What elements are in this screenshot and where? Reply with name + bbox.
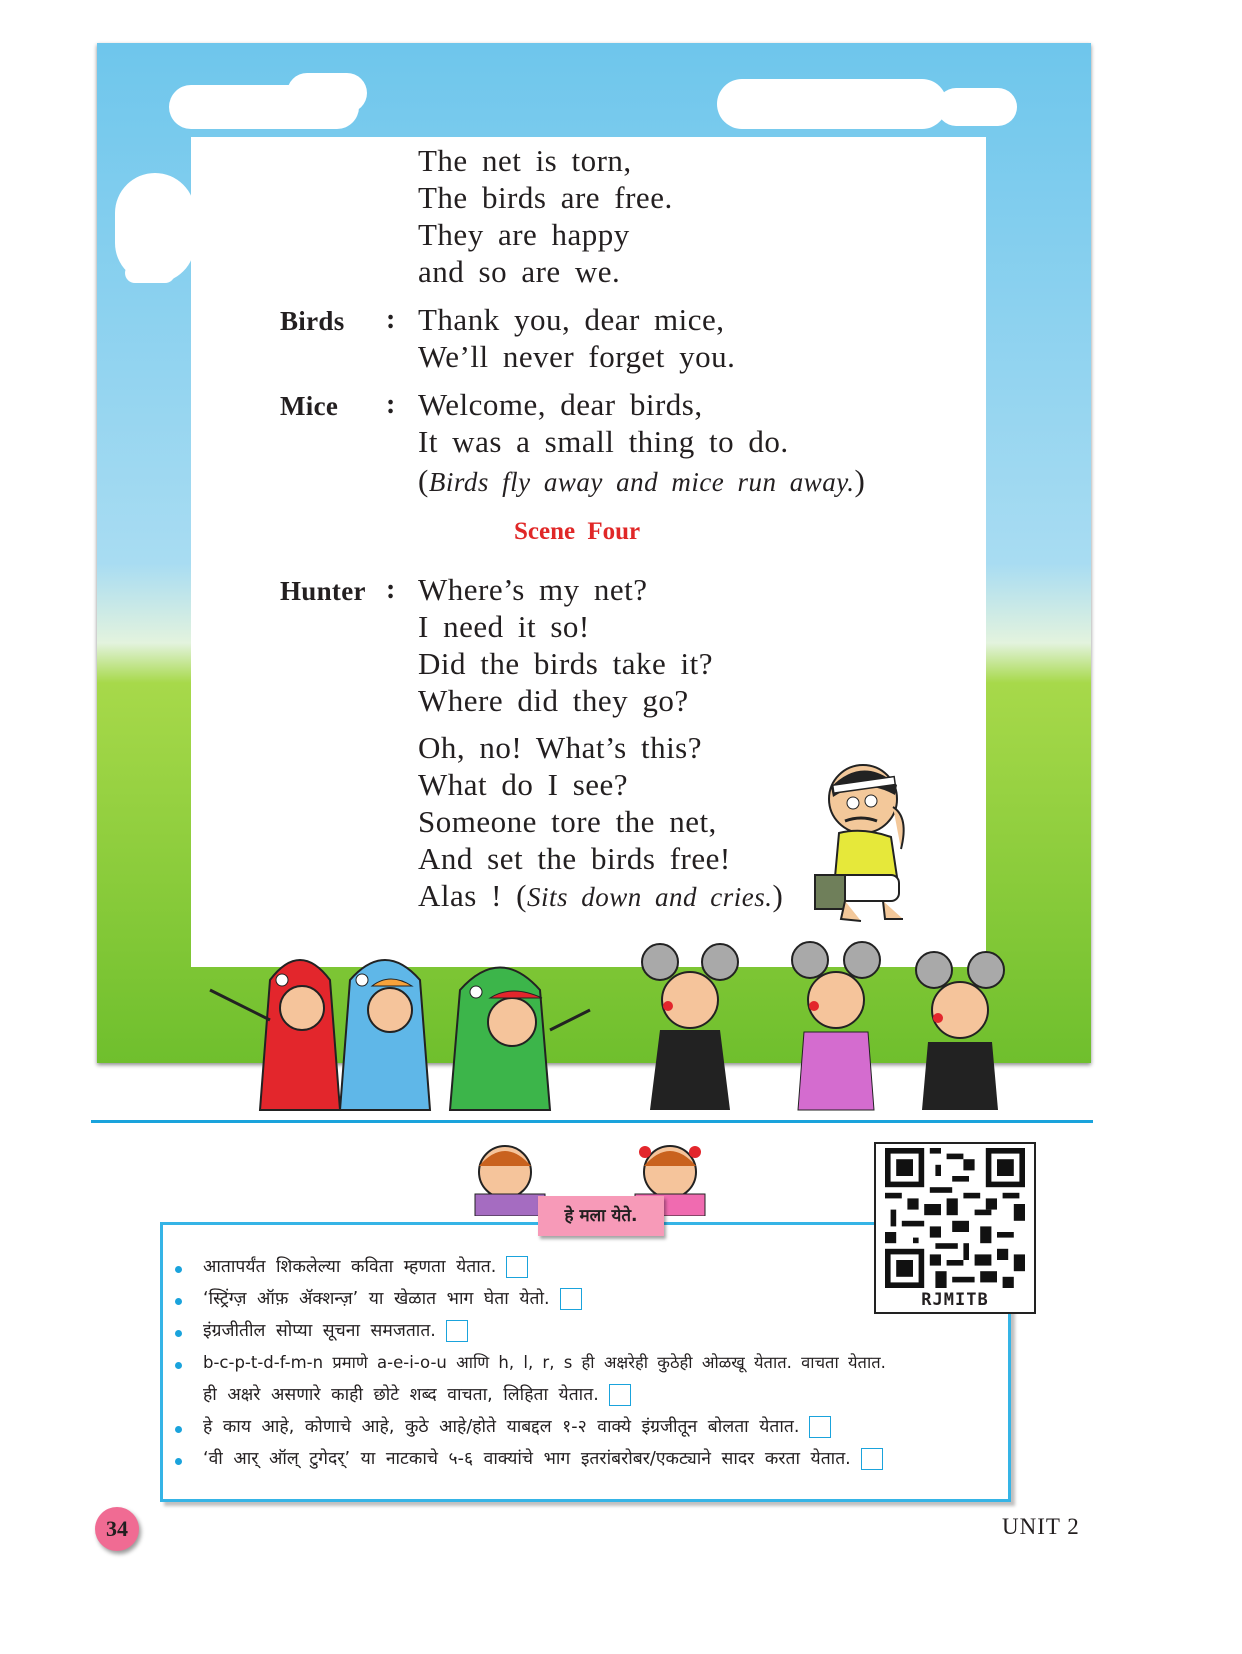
speaker-colon: : bbox=[386, 389, 396, 420]
speaker-birds: Birds bbox=[280, 306, 345, 336]
checkbox[interactable] bbox=[861, 1448, 883, 1470]
skill-item bbox=[203, 1446, 883, 1470]
dialogue-line: Welcome, dear birds, bbox=[418, 387, 703, 422]
skill-text: ‘स्ट्रिंग्ज़ ऑफ़ ॲक्शन्ज़’ या खेळात भाग घेता येतो. bbox=[203, 1289, 550, 1309]
qr-label: RJMITB bbox=[921, 1290, 989, 1310]
bullet bbox=[175, 1426, 182, 1433]
stage-direction-text: Birds fly away and mice run away. bbox=[428, 467, 855, 497]
dialogue-line: Alas ! (Sits down and cries.) bbox=[418, 878, 784, 913]
skill-text: इंग्रजीतील सोप्या सूचना समजतात. bbox=[203, 1321, 436, 1341]
checkbox[interactable] bbox=[809, 1416, 831, 1438]
qr-code[interactable] bbox=[874, 1142, 1036, 1314]
bullet bbox=[175, 1330, 182, 1337]
checkbox[interactable] bbox=[609, 1384, 631, 1406]
dialogue-line: I need it so! bbox=[418, 609, 590, 644]
poem-line: The net is torn, bbox=[418, 143, 632, 178]
skill-item bbox=[203, 1318, 468, 1342]
red-bird-kid bbox=[210, 960, 340, 1110]
skill-item bbox=[203, 1414, 831, 1438]
bullet bbox=[175, 1362, 182, 1369]
skill-item bbox=[203, 1286, 582, 1310]
stage-direction: (Birds fly away and mice run away.) bbox=[418, 463, 866, 498]
unit-label: UNIT 2 bbox=[1002, 1514, 1080, 1539]
dialogue-line: Thank you, dear mice, bbox=[418, 302, 725, 337]
skill-item bbox=[203, 1350, 886, 1373]
skill-item-continued bbox=[203, 1382, 631, 1406]
cloud bbox=[717, 79, 947, 129]
speaker-hunter: Hunter bbox=[280, 576, 366, 606]
blue-bird-kid bbox=[340, 960, 430, 1110]
bullet bbox=[175, 1458, 182, 1465]
skills-heading-tag: हे मला येते. bbox=[538, 1196, 664, 1236]
poem-line: The birds are free. bbox=[418, 180, 673, 215]
speaker-colon: : bbox=[386, 304, 396, 335]
dialogue-line: It was a small thing to do. bbox=[418, 424, 789, 459]
poem-line: and so are we. bbox=[418, 254, 621, 289]
skill-text: ही अक्षरे असणारे काही छोटे शब्द वाचता, लिहिता येतात. bbox=[203, 1385, 599, 1405]
cloud bbox=[125, 263, 175, 283]
section-divider bbox=[91, 1120, 1093, 1123]
dialogue-line: And set the birds free! bbox=[418, 841, 731, 876]
checkbox[interactable] bbox=[560, 1288, 582, 1310]
cloud bbox=[287, 73, 367, 113]
scene-title: Scene Four bbox=[514, 518, 641, 545]
dialogue-line: Oh, no! What’s this? bbox=[418, 730, 703, 765]
dialogue-line: Where did they go? bbox=[418, 683, 689, 718]
crying-hunter-illustration bbox=[805, 757, 940, 927]
checkbox[interactable] bbox=[446, 1320, 468, 1342]
bullet bbox=[175, 1266, 182, 1273]
page-number: 34 bbox=[95, 1507, 139, 1551]
poem-line: They are happy bbox=[418, 217, 630, 252]
checkbox[interactable] bbox=[506, 1256, 528, 1278]
skill-text: आतापर्यंत शिकलेल्या कविता म्हणता येतात. bbox=[203, 1257, 497, 1277]
speaker-mice: Mice bbox=[280, 391, 339, 421]
mouse-kid bbox=[916, 952, 1004, 1110]
skill-text: हे काय आहे, कोणाचे आहे, कुठे आहे/होते याबद्दल १-२ वाक्ये इंग्रजीतून बोलता येतात. bbox=[203, 1417, 800, 1437]
kids-and-mice-illustration bbox=[190, 940, 1070, 1120]
mouse-kid bbox=[642, 944, 738, 1110]
skill-text: ‘वी आर् ऑल् टुगेदर्’ या नाटकाचे ५-६ वाक्यांचे भाग इतरांबरोबर/एकट्याने सादर करता येतात. bbox=[203, 1449, 851, 1469]
skill-item bbox=[203, 1254, 528, 1278]
dialogue-line: Where’s my net? bbox=[418, 572, 648, 607]
dialogue-line: We’ll never forget you. bbox=[418, 339, 736, 374]
stage-direction-text: Sits down and cries. bbox=[526, 882, 773, 912]
dialogue-line: What do I see? bbox=[418, 767, 629, 802]
dialogue-line: Someone tore the net, bbox=[418, 804, 717, 839]
bullet bbox=[175, 1298, 182, 1305]
skill-text: b-c-p-t-d-f-m-n प्रमाणे a-e-i-o-u आणि h, l, r, s ही अक्षरेही कुठेही ओळखू येतात. वाचता येतात. bbox=[203, 1353, 886, 1372]
speaker-colon: : bbox=[386, 574, 396, 605]
dialogue-line-start: Alas ! bbox=[418, 878, 502, 913]
dialogue-line: Did the birds take it? bbox=[418, 646, 713, 681]
green-bird-kid bbox=[450, 968, 590, 1111]
cloud bbox=[937, 88, 1017, 126]
mouse-kid bbox=[792, 942, 880, 1110]
qr-pattern bbox=[880, 1148, 1030, 1288]
